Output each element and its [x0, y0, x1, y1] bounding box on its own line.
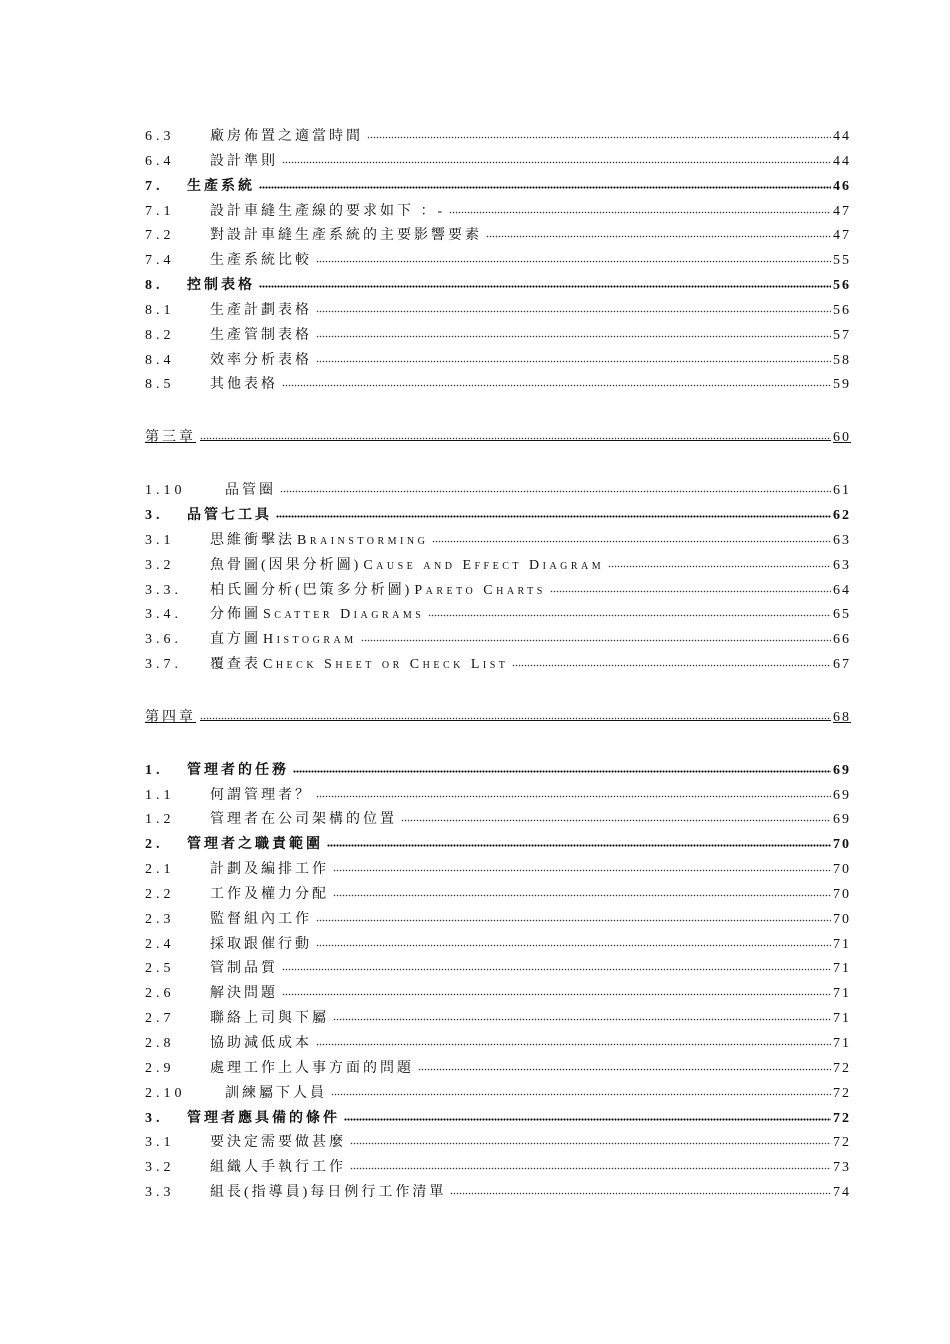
- toc-entry-number: 2.4: [145, 936, 175, 952]
- toc-entry-title: 對設計車縫生產系統的主要影響要素: [210, 228, 482, 244]
- dot-leader: [280, 486, 831, 494]
- toc-page-number: 70: [833, 862, 851, 878]
- toc-chapter-heading[interactable]: [145, 706, 849, 731]
- toc-entry-title: 管理者的任務: [187, 762, 289, 778]
- toc-page-number: 62: [833, 507, 851, 523]
- toc-entry[interactable]: [145, 883, 849, 908]
- dot-leader: [428, 610, 831, 618]
- toc-entry-number: 3.1: [145, 532, 175, 548]
- toc-page-number: 71: [833, 936, 851, 952]
- dot-leader: [200, 713, 831, 721]
- dot-leader: [333, 890, 831, 898]
- toc-entry-title: 覆查表: [210, 657, 261, 673]
- toc-entry-title: 其他表格: [210, 377, 278, 393]
- dot-leader: [333, 1014, 831, 1022]
- toc-entry[interactable]: [145, 833, 849, 858]
- dot-leader: [344, 1114, 831, 1122]
- toc-entry-english-title: Pareto Charts: [414, 582, 546, 598]
- toc-entry-title: 計劃及編排工作: [210, 862, 329, 878]
- toc-entry-title: 第三章: [145, 430, 196, 446]
- toc-entry-number: 3.2: [145, 557, 175, 573]
- toc-entry-number: 1.10: [145, 483, 186, 499]
- toc-page-number: 57: [833, 327, 851, 343]
- toc-entry-number: 1.1: [145, 787, 175, 803]
- toc-entry[interactable]: [145, 603, 849, 628]
- toc-entry[interactable]: [145, 957, 849, 982]
- toc-entry-title: 要決定需要做甚麼: [210, 1135, 346, 1151]
- dot-leader: [200, 433, 831, 441]
- toc-entry[interactable]: [145, 1181, 849, 1206]
- dot-leader: [276, 511, 831, 519]
- dot-leader: [331, 1089, 831, 1097]
- toc-entry[interactable]: [145, 274, 849, 299]
- toc-page-number: 73: [833, 1160, 851, 1176]
- toc-page-number: 74: [833, 1185, 851, 1201]
- toc-entry-title: 管理者之職責範圍: [187, 837, 323, 853]
- dot-leader: [350, 1138, 831, 1146]
- toc-page-number: 56: [833, 302, 851, 318]
- toc-entry[interactable]: [145, 579, 849, 604]
- toc-entry-english-title: Cause and Effect Diagram: [363, 557, 605, 573]
- toc-page-number: 58: [833, 352, 851, 368]
- toc-entry-number: 3.: [145, 507, 164, 523]
- toc-entry-number: 1.: [145, 762, 164, 778]
- dot-leader: [293, 766, 831, 774]
- section-gap: [145, 678, 849, 706]
- toc-entry-number: 2.5: [145, 961, 175, 977]
- toc-page-number: 44: [833, 153, 851, 169]
- toc-entry-title: 思維衝擊法: [210, 532, 295, 548]
- toc-entry-title: 魚骨圖(因果分析圖): [210, 557, 362, 573]
- toc-page-number: 61: [833, 483, 851, 499]
- toc-entry-number: 3.4.: [145, 607, 182, 623]
- toc-page-number: 71: [833, 1036, 851, 1051]
- toc-entry-title: 管理者應具備的條件: [187, 1110, 340, 1126]
- dot-leader: [282, 157, 831, 165]
- toc-entry-number: 2.10: [145, 1085, 186, 1101]
- toc-entry[interactable]: [145, 373, 849, 398]
- dot-leader: [486, 231, 831, 239]
- toc-entry-number: 2.6: [145, 986, 175, 1002]
- toc-entry-number: 8.2: [145, 327, 175, 343]
- toc-entry[interactable]: [145, 324, 849, 349]
- toc-entry[interactable]: [145, 1156, 849, 1181]
- dot-leader: [401, 815, 831, 823]
- toc-page-number: 71: [833, 961, 851, 977]
- toc-entry[interactable]: [145, 175, 849, 200]
- toc-page-number: 46: [833, 178, 851, 194]
- dot-leader: [418, 1064, 831, 1072]
- toc-entry-number: 2.9: [145, 1060, 175, 1076]
- toc-page-number: 71: [833, 1011, 851, 1027]
- dot-leader: [316, 915, 831, 923]
- toc-page-number: 72: [833, 1060, 851, 1076]
- toc-entry-title: 效率分析表格: [210, 352, 312, 368]
- toc-entry-number: 7.2: [145, 228, 175, 244]
- toc-entry-number: 3.3: [145, 1185, 175, 1201]
- section-gap: [145, 451, 849, 479]
- toc-entry-english-title: Histogram: [263, 632, 357, 648]
- toc-entry-number: 3.7.: [145, 657, 182, 673]
- toc-entry-number: 1.2: [145, 812, 175, 828]
- toc-entry[interactable]: [145, 982, 849, 1007]
- toc-page-number: 67: [833, 657, 851, 673]
- toc-entry[interactable]: [145, 933, 849, 958]
- toc-page-number: 47: [833, 203, 851, 219]
- dot-leader: [432, 536, 831, 544]
- toc-entry-title: 何謂管理者？: [210, 787, 312, 803]
- toc-entry-title: 管制品質: [210, 961, 278, 977]
- toc-page-number: 70: [833, 886, 851, 902]
- toc-page-number: 65: [833, 607, 851, 623]
- toc-entry-number: 2.3: [145, 911, 175, 927]
- toc-entry-number: 3.6.: [145, 632, 182, 648]
- dot-leader: [282, 380, 831, 388]
- toc-chapter-heading[interactable]: [145, 426, 849, 451]
- toc-entry-title: 訓練屬下人員: [225, 1085, 327, 1101]
- toc-entry[interactable]: [145, 759, 849, 784]
- toc-entry-number: 7.4: [145, 253, 175, 269]
- toc-entry[interactable]: [145, 1107, 849, 1132]
- toc-entry-title: 品管圈: [225, 483, 276, 499]
- toc-entry-title: 柏氏圖分析(巴策多分析圖): [210, 582, 413, 598]
- toc-page-number: 47: [833, 228, 851, 244]
- toc-page-number: 72: [833, 1135, 851, 1151]
- toc-page-number: 63: [833, 557, 851, 573]
- toc-entry-english-title: Scatter Diagrams: [263, 607, 425, 623]
- toc-entry-title: 組長(指導員)每日例行工作清單: [210, 1185, 447, 1201]
- toc-entry[interactable]: [145, 784, 849, 809]
- toc-page-number: 64: [833, 582, 851, 598]
- toc-entry-number: 6.3: [145, 129, 175, 144]
- toc-entry-number: 7.1: [145, 203, 175, 219]
- toc-entry[interactable]: [145, 299, 849, 324]
- toc-page-number: 70: [833, 911, 851, 927]
- toc-entry-title: 直方圖: [210, 632, 261, 648]
- toc-entry[interactable]: [145, 504, 849, 529]
- toc-entry-number: 2.2: [145, 886, 175, 902]
- dot-leader: [282, 964, 831, 972]
- toc-entry-english-title: Check Sheet or Check List: [263, 657, 509, 673]
- dot-leader: [282, 989, 831, 997]
- toc-entry-title: 監督組內工作: [210, 911, 312, 927]
- toc-entry-title: 生產計劃表格: [210, 302, 312, 318]
- dot-leader: [316, 256, 831, 264]
- dot-leader: [333, 865, 831, 873]
- toc-entry-title: 品管七工具: [187, 507, 272, 523]
- toc-entry-number: 8.1: [145, 302, 175, 318]
- toc-entry-number: 2.7: [145, 1011, 175, 1027]
- toc-page-number: 69: [833, 787, 851, 803]
- toc-page-number: 66: [833, 632, 851, 648]
- toc-entry-title: 生產系統: [187, 178, 255, 194]
- toc-page-number: 59: [833, 377, 851, 393]
- toc-entry[interactable]: [145, 554, 849, 579]
- toc-page-number: 56: [833, 278, 851, 294]
- toc-entry[interactable]: [145, 150, 849, 175]
- toc-entry-title: 控制表格: [187, 278, 255, 294]
- section-gap: [145, 731, 849, 759]
- dot-leader: [316, 331, 831, 339]
- toc-entry[interactable]: [145, 249, 849, 274]
- dot-leader: [550, 586, 831, 594]
- toc-entry-number: 3.1: [145, 1135, 175, 1151]
- toc-entry[interactable]: [145, 529, 849, 554]
- toc-entry-number: 3.: [145, 1110, 164, 1126]
- toc-entry-title: 生產系統比較: [210, 253, 312, 269]
- toc-entry-title: 工作及權力分配: [210, 886, 329, 902]
- dot-leader: [259, 182, 831, 190]
- toc-entry[interactable]: [145, 808, 849, 833]
- dot-leader: [327, 840, 831, 848]
- toc-entry-title: 廠房佈置之適當時間: [210, 129, 363, 144]
- toc-page-number: 72: [833, 1110, 851, 1126]
- toc-entry-title: 分佈圖: [210, 607, 261, 623]
- toc-entry-title: 解決問題: [210, 986, 278, 1002]
- dot-leader: [512, 660, 831, 668]
- section-gap: [145, 398, 849, 426]
- toc-entry-number: 8.: [145, 278, 164, 294]
- toc-entry-number: 2.8: [145, 1036, 175, 1051]
- toc-entry-number: 2.: [145, 837, 164, 853]
- toc-entry[interactable]: [145, 224, 849, 249]
- toc-entry[interactable]: [145, 125, 849, 150]
- dot-leader: [316, 940, 831, 948]
- dot-leader: [367, 132, 831, 140]
- toc-page-number: 70: [833, 837, 851, 853]
- toc-entry[interactable]: [145, 1057, 849, 1082]
- dot-leader: [361, 635, 831, 643]
- toc-page-number: 69: [833, 762, 851, 778]
- toc-entry-number: 7.: [145, 178, 164, 194]
- toc-entry-title: 採取跟催行動: [210, 936, 312, 952]
- toc-page-number: 68: [833, 709, 851, 725]
- toc-entry-number: 8.5: [145, 377, 175, 393]
- toc-page-number: 55: [833, 253, 851, 269]
- dot-leader: [316, 306, 831, 314]
- toc-entry-title: 設計準則: [210, 153, 278, 169]
- toc-entry-title: 協助減低成本: [210, 1036, 312, 1051]
- toc-entry-number: 3.3.: [145, 582, 182, 598]
- toc-entry[interactable]: [145, 200, 849, 225]
- toc-entry-number: 6.4: [145, 153, 175, 169]
- toc-entry-title: 處理工作上人事方面的問題: [210, 1060, 414, 1076]
- toc-page-number: 72: [833, 1085, 851, 1101]
- dot-leader: [316, 791, 831, 799]
- dot-leader: [316, 1039, 831, 1047]
- toc-entry[interactable]: [145, 1007, 849, 1032]
- toc-entry-number: 2.1: [145, 862, 175, 878]
- toc-entry[interactable]: [145, 479, 849, 504]
- toc-entry-number: 8.4: [145, 352, 175, 368]
- toc-entry[interactable]: [145, 349, 849, 374]
- toc-page-number: 63: [833, 532, 851, 548]
- table-of-contents: [145, 125, 849, 1206]
- toc-entry-title: 生產管制表格: [210, 327, 312, 343]
- toc-page-number: 69: [833, 812, 851, 828]
- toc-entry[interactable]: [145, 1131, 849, 1156]
- toc-entry-title: 組織人手執行工作: [210, 1160, 346, 1176]
- dot-leader: [450, 1188, 831, 1196]
- toc-entry-number: 3.2: [145, 1160, 175, 1176]
- toc-entry[interactable]: [145, 908, 849, 933]
- toc-entry-title: 設計車縫生產線的要求如下 ：-: [210, 203, 446, 219]
- toc-entry[interactable]: [145, 1032, 849, 1057]
- dot-leader: [449, 207, 831, 215]
- toc-entry[interactable]: [145, 858, 849, 883]
- dot-leader: [350, 1163, 831, 1171]
- toc-entry[interactable]: [145, 1082, 849, 1107]
- toc-entry-english-title: Brainstorming: [297, 532, 429, 548]
- toc-page-number: 60: [833, 430, 851, 446]
- toc-page-number: 44: [833, 129, 851, 144]
- dot-leader: [259, 281, 831, 289]
- toc-entry-title: 第四章: [145, 709, 196, 725]
- toc-page-number: 71: [833, 986, 851, 1002]
- toc-entry-title: 管理者在公司架構的位置: [210, 812, 397, 828]
- toc-entry[interactable]: [145, 628, 849, 653]
- dot-leader: [608, 561, 831, 569]
- toc-entry[interactable]: [145, 653, 849, 678]
- toc-entry-title: 聯絡上司與下屬: [210, 1011, 329, 1027]
- dot-leader: [316, 356, 831, 364]
